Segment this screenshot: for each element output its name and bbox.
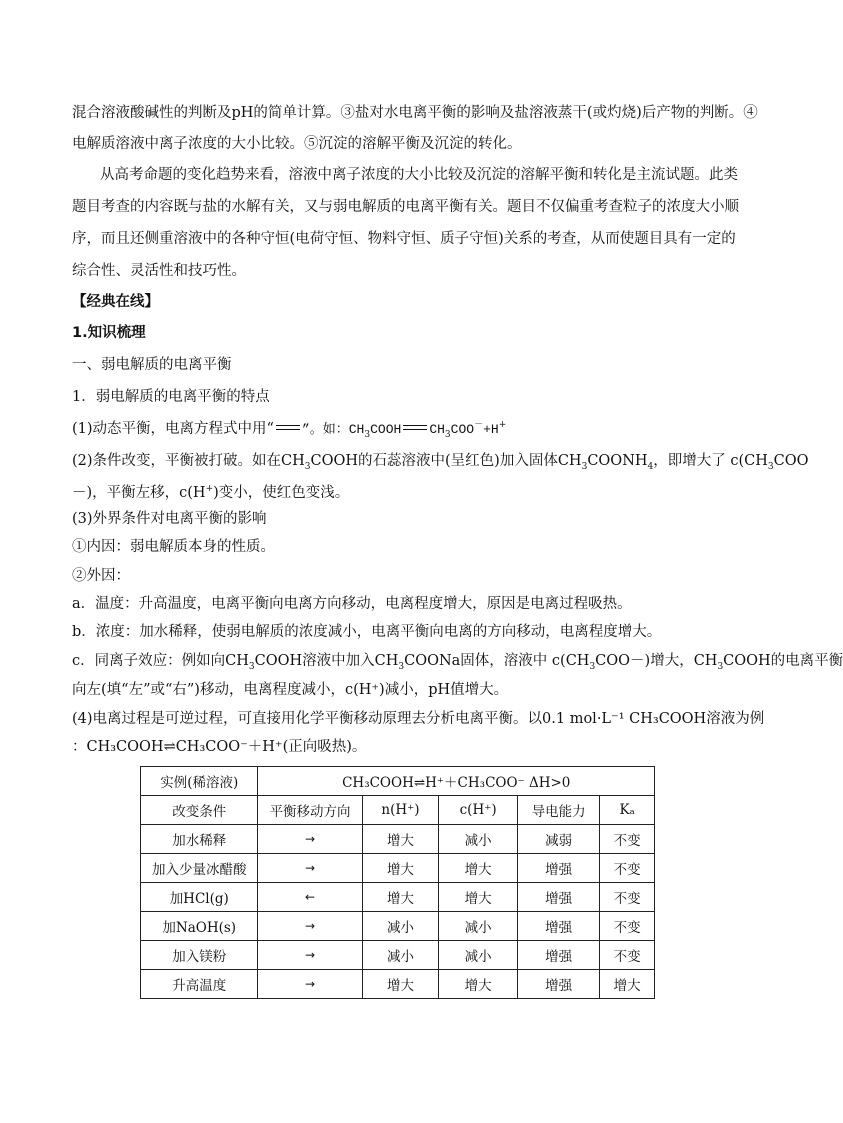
item-text: (2)条件改变，平衡被打破。如在CH [72,453,305,469]
table-row [141,941,655,970]
subscript: 3 [581,461,588,472]
paragraph-line: 混合溶液酸碱性的判断及pH的简单计算。③盐对水电离平衡的影响及盐溶液蒸干(或灼烧)后产物的判断。④ [72,105,758,121]
item-text: )变小，使红色变浅。 [213,485,350,501]
table-cell: 减小 [439,941,518,970]
paragraph-line: 题目考查的内容既与盐的水解有关，又与弱电解质的电离平衡有关。题目不仅偏重考查粒子的浓度大小顺 [72,199,739,215]
table-cell: 增强 [517,912,599,941]
table-cell: 增大 [439,970,518,999]
column-header: Kₐ [600,796,655,825]
table-row [141,970,655,999]
table-cell: 增大 [362,854,439,883]
subscript: 3 [304,461,311,472]
paragraph-line: 综合性、灵活性和技巧性。 [72,263,246,279]
table-cell: 增大 [439,854,518,883]
item-2-line [72,451,809,472]
table-cell: 增大 [600,970,655,999]
paragraph-line: 从高考命题的变化趋势来看，溶液中离子浓度的大小比较及沉淀的溶解平衡和转化是主流试题。此类 [100,167,738,183]
item-text: (1)动态平衡，电离方程式中用“ [72,421,274,437]
table-cell: 加入镁粉 [141,941,258,970]
table-cell: 不变 [600,941,655,970]
table-cell: 加入少量冰醋酸 [141,854,258,883]
subscript: 3 [589,661,596,672]
table-row [141,825,655,854]
superscript: － [474,420,484,431]
table-row [141,854,655,883]
table-cell: 增大 [362,883,439,912]
item-text: COOH的电离平衡 [723,653,843,669]
table-cell: 减小 [362,941,439,970]
table-cell: 不变 [600,854,655,883]
superscript: + [205,484,214,495]
subscript: 3 [364,429,371,440]
superscript: + [498,420,507,431]
subscript: 3 [398,661,405,672]
table-cell: 增强 [517,970,599,999]
table-cell: 增大 [362,970,439,999]
table-column-row [141,796,655,825]
column-header: 导电能力 [517,796,599,825]
item-text: COO－)增大，CH [595,653,718,669]
item-text: COOH的石蕊溶液中(呈红色)加入固体CH [310,453,582,469]
table-cell: 不变 [600,825,655,854]
factor-common-ion-line-2: 向左(填“左”或“右”)移动，电离程度减小，c(H⁺)减小，pH值增大。 [72,682,509,698]
formula-text: +H [483,422,499,437]
formula-text: COO [450,422,475,437]
direction-arrow-icon: → [258,941,362,970]
item-text: COOH溶液中加入CH [254,653,399,669]
formula-text: ”。如：CH [301,422,365,437]
direction-arrow-icon: → [258,825,362,854]
factor-common-ion [72,651,843,672]
item-4-line-2: ：CH₃COOH⇌CH₃COO⁻＋H⁺(正向吸热)。 [72,739,367,755]
table-cell: 减小 [362,912,439,941]
item-3-line: (3)外界条件对电离平衡的影响 [72,511,267,527]
table-header-cell: CH₃COOH⇌H⁺＋CH₃COO⁻ ΔH>0 [258,767,655,796]
item-text: COONa固体，溶液中 c(CH [404,653,590,669]
factor-concentration: b．浓度：加水稀释，使弱电解质的浓度减小，电离平衡向电离的方向移动，电离程度增大。 [72,624,662,640]
table-cell: 不变 [600,912,655,941]
paragraph-line: 序，而且还侧重溶液中的各种守恒(电荷守恒、物料守恒、质子守恒)关系的考查，从而使题目具有一定的 [72,231,736,247]
table-cell: 不变 [600,883,655,912]
item-text: COO [773,453,809,469]
formula-text: COOH [370,422,402,437]
table-cell: 加水稀释 [141,825,258,854]
internal-cause: ①内因：弱电解质本身的性质。 [72,539,275,555]
formula-text: CH [429,422,445,437]
table-cell: 减小 [439,912,518,941]
subscript: 3 [444,429,451,440]
direction-arrow-icon: → [258,912,362,941]
item-text: c．同离子效应：例如向CH [72,653,249,669]
section-heading-classic: 【经典在线】 [72,294,159,310]
table-cell: 增强 [517,941,599,970]
table-cell: 增大 [362,825,439,854]
item-1-line [72,419,724,440]
item-2-line-2 [72,483,724,503]
table-cell: 加NaOH(s) [141,912,258,941]
item-text: ，即增大了 c(CH [653,453,768,469]
table-header-cell: 实例(稀溶液) [141,767,258,796]
paragraph-line: 电解质溶液中离子浓度的大小比较。⑤沉淀的溶解平衡及沉淀的转化。 [72,136,522,152]
table-cell: 减弱 [517,825,599,854]
equilibrium-arrow-icon [401,424,429,432]
column-header: 改变条件 [141,796,258,825]
external-cause: ②外因： [72,568,130,584]
direction-arrow-icon: → [258,854,362,883]
column-header: c(H⁺) [439,796,518,825]
item-text: COONH [587,453,648,469]
ionization-equilibrium-table [140,766,655,999]
subscript: 3 [717,661,724,672]
equilibrium-arrow-icon [274,424,302,432]
subscript: 3 [248,661,255,672]
item-text: －)，平衡左移，c(H [72,485,206,501]
table-cell: 增大 [439,883,518,912]
table-header-row [141,767,655,796]
section-heading-1: 一、弱电解质的电离平衡 [72,357,232,373]
column-header: 平衡移动方向 [258,796,362,825]
direction-arrow-icon: ← [258,883,362,912]
factor-temperature: a．温度：升高温度，电离平衡向电离方向移动，电离程度增大，原因是电离过程吸热。 [72,596,632,612]
table-cell: 增强 [517,883,599,912]
table-cell: 加HCl(g) [141,883,258,912]
subscript: 4 [647,461,654,472]
table-cell: 增强 [517,854,599,883]
subsection-heading-1: 1．弱电解质的电离平衡的特点 [72,389,270,405]
section-heading-knowledge: 1.知识梳理 [72,325,146,341]
direction-arrow-icon: → [258,970,362,999]
table-cell: 减小 [439,825,518,854]
table-row [141,912,655,941]
table-row [141,883,655,912]
subscript: 3 [767,461,774,472]
column-header: n(H⁺) [362,796,439,825]
item-4-line: (4)电离过程是可逆过程，可直接用化学平衡移动原理去分析电离平衡。以0.1 mol·L⁻¹ CH₃COOH溶液为例 [72,711,765,727]
table-cell: 升高温度 [141,970,258,999]
